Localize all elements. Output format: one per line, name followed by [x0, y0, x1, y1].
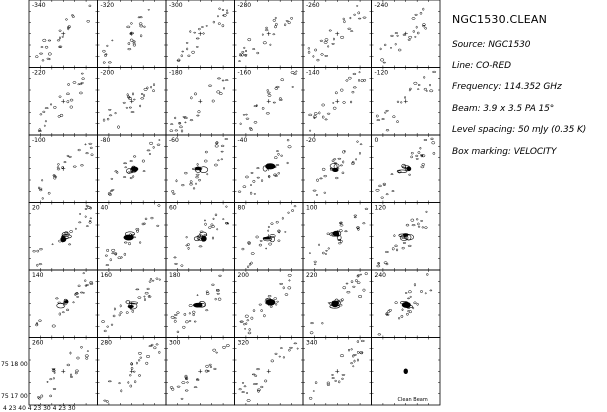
velocity-label: -200 — [100, 69, 115, 77]
noise-contours — [376, 138, 435, 198]
velocity-label: -20 — [306, 137, 316, 144]
channel-panel — [372, 270, 441, 338]
channel-panel — [98, 338, 167, 406]
emission-contours — [61, 232, 72, 242]
velocity-label: 320 — [237, 339, 249, 347]
center-marker — [198, 369, 202, 373]
velocity-label: 80 — [237, 204, 246, 212]
channel-panel — [235, 203, 304, 271]
noise-contours — [237, 272, 292, 334]
velocity-label: 60 — [169, 204, 177, 212]
noise-contours — [238, 17, 292, 61]
center-marker — [267, 369, 271, 373]
box-marking-label: Box marking: VELOCITY — [452, 147, 557, 157]
velocity-label: 340 — [306, 339, 318, 347]
channel-panel — [235, 338, 304, 406]
velocity-label: -240 — [374, 2, 389, 9]
noise-contours — [377, 211, 428, 267]
emission-contours — [124, 232, 135, 240]
noise-contours — [101, 278, 160, 332]
velocity-label: 120 — [374, 204, 386, 212]
y-tick-upper: 75 18 00 — [1, 361, 28, 368]
channel-panel — [29, 68, 98, 136]
channel-panel — [372, 68, 441, 136]
velocity-label: -80 — [100, 137, 111, 144]
noise-contours — [177, 8, 228, 62]
channel-panel — [166, 203, 235, 271]
emission-contours — [263, 234, 275, 241]
channel-panel — [166, 135, 235, 203]
channel-panel — [98, 203, 167, 271]
noise-contours — [38, 73, 84, 132]
noise-contours — [171, 138, 227, 194]
channel-panel — [166, 68, 235, 136]
center-marker — [61, 32, 65, 36]
channel-panel — [372, 203, 441, 271]
noise-contours — [238, 139, 291, 194]
channel-panel — [98, 0, 167, 68]
velocity-label: -40 — [237, 137, 248, 144]
noise-contours — [105, 205, 160, 266]
noise-contours — [38, 143, 93, 199]
y-tick-lower: 75 17 00 — [1, 393, 28, 400]
velocity-label: 240 — [374, 272, 386, 279]
velocity-label: -60 — [169, 137, 179, 144]
channel-panel — [98, 270, 167, 338]
noise-contours — [170, 78, 229, 132]
channel-panel — [303, 270, 372, 338]
velocity-label: -340 — [32, 2, 46, 9]
info-panel — [441, 0, 607, 412]
velocity-label: 140 — [32, 272, 44, 279]
center-marker — [335, 99, 339, 103]
center-marker — [335, 32, 339, 36]
channel-panel — [98, 68, 167, 136]
channel-panel — [372, 338, 441, 406]
velocity-label: -160 — [237, 69, 252, 77]
center-marker — [335, 369, 339, 373]
velocity-label: 20 — [32, 204, 40, 212]
beam-label: Beam: 3.9 x 3.5 PA 15° — [452, 104, 555, 114]
velocity-label: 280 — [100, 339, 112, 347]
channel-panel — [166, 0, 235, 68]
center-marker — [198, 32, 202, 36]
emission-contours — [193, 301, 205, 307]
velocity-label: 100 — [306, 204, 318, 212]
channel-panel — [29, 338, 98, 406]
center-marker — [61, 99, 65, 103]
noise-contours — [33, 205, 92, 266]
channel-panel — [29, 0, 98, 68]
noise-contours — [309, 340, 364, 399]
velocity-label: -220 — [32, 69, 46, 77]
noise-contours — [102, 9, 149, 63]
channel-panel — [235, 0, 304, 68]
velocity-label: -280 — [237, 2, 252, 9]
channel-panel — [235, 68, 304, 136]
velocity-label: 180 — [169, 272, 181, 279]
source-label: Source: NGC1530 — [452, 40, 531, 50]
emission-contours — [400, 301, 412, 307]
center-marker — [130, 99, 134, 103]
emission-contours — [399, 234, 414, 241]
emission-contours — [265, 298, 275, 305]
level-spacing-label: Level spacing: 50 mJy (0.35 K) — [452, 125, 587, 135]
noise-contours — [380, 8, 427, 63]
channel-panel — [303, 68, 372, 136]
channel-panel — [303, 0, 372, 68]
channel-panel — [166, 338, 235, 406]
velocity-label: -100 — [32, 137, 46, 144]
channel-panel — [29, 135, 98, 203]
channel-panel — [303, 203, 372, 271]
velocity-label: 40 — [100, 204, 109, 212]
channel-panel — [29, 203, 98, 271]
velocity-label: 200 — [237, 272, 249, 279]
velocity-label: 300 — [169, 339, 181, 347]
noise-contours — [103, 84, 155, 129]
velocity-label: -260 — [306, 2, 320, 9]
clean-beam-label: Clean Beam — [397, 397, 428, 403]
velocity-label: -140 — [306, 69, 320, 77]
channel-panel — [303, 135, 372, 203]
center-marker — [267, 32, 271, 36]
velocity-label: 220 — [306, 272, 318, 279]
velocity-label: 0 — [374, 137, 379, 144]
channel-panel — [98, 135, 167, 203]
channel-panel — [29, 270, 98, 338]
center-marker — [404, 99, 408, 103]
velocity-label: 160 — [100, 272, 112, 279]
velocity-label: 260 — [32, 339, 44, 347]
line-label: Line: CO-RED — [452, 61, 511, 71]
velocity-label: -300 — [169, 2, 183, 9]
emission-contours — [57, 299, 68, 308]
velocity-label: -120 — [374, 69, 389, 77]
clean-beam-ellipse — [404, 368, 408, 374]
velocity-label: -180 — [169, 69, 183, 77]
channel-panel — [372, 135, 441, 203]
center-marker — [404, 32, 408, 36]
noise-contours — [170, 344, 229, 399]
channel-panel — [303, 338, 372, 406]
center-marker — [267, 99, 271, 103]
channel-panel — [166, 270, 235, 338]
channel-panel — [235, 270, 304, 338]
emission-contours — [397, 164, 411, 172]
frequency-label: Frequency: 114.352 GHz — [452, 82, 562, 92]
center-marker — [61, 369, 65, 373]
emission-contours — [330, 231, 341, 240]
channel-panel — [372, 0, 441, 68]
emission-contours — [263, 164, 275, 172]
velocity-label: -320 — [100, 2, 115, 9]
x-tick-labels: 4 23 40 4 23 30 4 23 30 — [3, 405, 76, 412]
channel-panel — [235, 135, 304, 203]
center-marker — [198, 99, 202, 103]
map-title: NGC1530.CLEAN — [452, 13, 548, 26]
emission-contours — [192, 167, 207, 173]
